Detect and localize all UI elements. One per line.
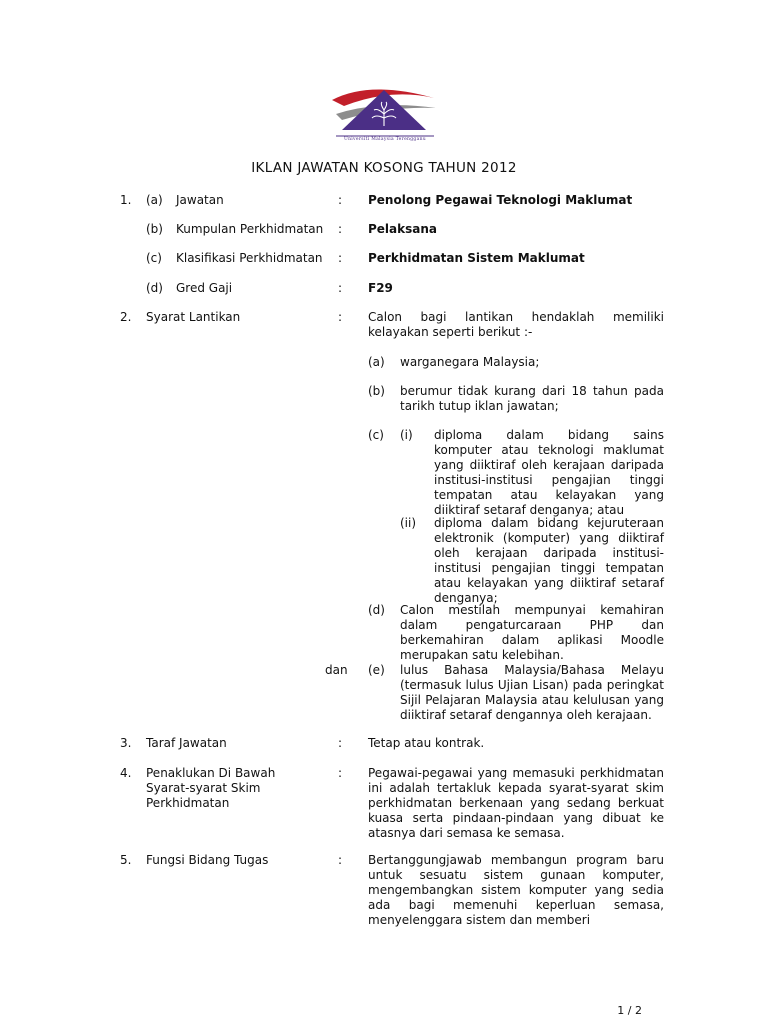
item-5-value: Bertanggungjawab membangun program baru untuk sesuatu sistem gunaan komputer, mengembangkan sistem komputer yang sedia ada bagi memenuhi keperluan semasa, menyelenggara sistem dan memberi xyxy=(368,853,664,927)
logo-caption: Universiti Malaysia Terengganu xyxy=(344,137,426,142)
item-2-label: Syarat Lantikan xyxy=(146,310,241,324)
page-number: 1 / 2 xyxy=(617,1004,642,1017)
item-1c-value: Perkhidmatan Sistem Maklumat xyxy=(368,251,585,265)
item-2-intro: Calon bagi lantikan hendaklah memiliki kelayakan seperti berikut :- xyxy=(368,310,664,339)
item-2c-i-roman: (i) xyxy=(400,428,413,442)
item-5-number: 5. xyxy=(120,853,132,867)
item-4-number: 4. xyxy=(120,766,132,780)
item-1b-value: Pelaksana xyxy=(368,222,438,236)
item-2c-i-text: diploma dalam bidang sains komputer atau teknologi maklumat yang diiktiraf oleh kerajaan daripada institusi-institusi pengajian tinggi tempatan atau kelayakan yang diiktiraf setaraf denganya; atau xyxy=(434,428,664,517)
item-4-label: Penaklukan Di Bawah Syarat-syarat Skim Perkhidmatan xyxy=(146,766,276,810)
item-3-value: Tetap atau kontrak. xyxy=(368,736,485,750)
item-1d-letter: (d) xyxy=(146,281,163,295)
item-1b-letter: (b) xyxy=(146,222,163,236)
item-3-number: 3. xyxy=(120,736,132,750)
item-2d-text: Calon mestilah mempunyai kemahiran dalam pengaturcaraan PHP dan berkemahiran dalam aplikasi Moodle merupakan satu kelebihan. xyxy=(400,603,664,662)
item-2c-ii-roman: (ii) xyxy=(400,516,417,530)
item-2a-text: warganegara Malaysia; xyxy=(400,355,540,369)
item-1a-value: Penolong Pegawai Teknologi Maklumat xyxy=(368,193,633,207)
item-1d-label: Gred Gaji xyxy=(176,281,233,295)
item-4-colon: : xyxy=(338,766,343,780)
item-1b-label: Kumpulan Perkhidmatan xyxy=(176,222,324,236)
item-1c-label: Klasifikasi Perkhidmatan xyxy=(176,251,323,265)
item-4-value: Pegawai-pegawai yang memasuki perkhidmatan ini adalah tertakluk kepada syarat-syarat skim perkhidmatan berkenaan yang sedang berkuat kuasa serta pindaan-pindaan yang dibuat ke atasnya dari semasa ke semasa. xyxy=(368,766,664,840)
item-3-colon: : xyxy=(338,736,343,750)
item-2e-text: lulus Bahasa Malaysia/Bahasa Melayu (termasuk lulus Ujian Lisan) pada peringkat Sijil Pelajaran Malaysia atau kelulusan yang diiktiraf setaraf dengannya oleh kerajaan. xyxy=(400,663,664,722)
item-2b-text: berumur tidak kurang dari 18 tahun pada tarikh tutup iklan jawatan; xyxy=(400,384,664,413)
item-2-dan: dan xyxy=(325,663,348,677)
item-1a-colon: : xyxy=(338,193,343,207)
item-1c-colon: : xyxy=(338,251,343,265)
page-title: IKLAN JAWATAN KOSONG TAHUN 2012 xyxy=(251,160,517,176)
item-5-colon: : xyxy=(338,853,343,867)
item-1-number: 1. xyxy=(120,193,132,207)
item-2-colon: : xyxy=(338,310,343,324)
item-1a-label: Jawatan xyxy=(176,193,224,207)
item-1b-colon: : xyxy=(338,222,343,236)
university-logo xyxy=(330,84,440,146)
item-1d-colon: : xyxy=(338,281,343,295)
item-2a-letter: (a) xyxy=(368,355,385,369)
item-1a-letter: (a) xyxy=(146,193,163,207)
item-3-label: Taraf Jawatan xyxy=(146,736,227,750)
item-2c-ii-text: diploma dalam bidang kejuruteraan elektronik (komputer) yang diiktiraf oleh kerajaan daripada institusi-institusi pengajian tinggi tempatan atau kelayakan yang diiktiraf setaraf denganya; xyxy=(434,516,664,605)
item-2d-letter: (d) xyxy=(368,603,385,617)
item-2-number: 2. xyxy=(120,310,132,324)
item-1c-letter: (c) xyxy=(146,251,162,265)
item-5-label: Fungsi Bidang Tugas xyxy=(146,853,269,867)
item-2b-letter: (b) xyxy=(368,384,385,398)
item-2c-letter: (c) xyxy=(368,428,384,442)
item-1d-value: F29 xyxy=(368,281,393,295)
item-2e-letter: (e) xyxy=(368,663,385,677)
